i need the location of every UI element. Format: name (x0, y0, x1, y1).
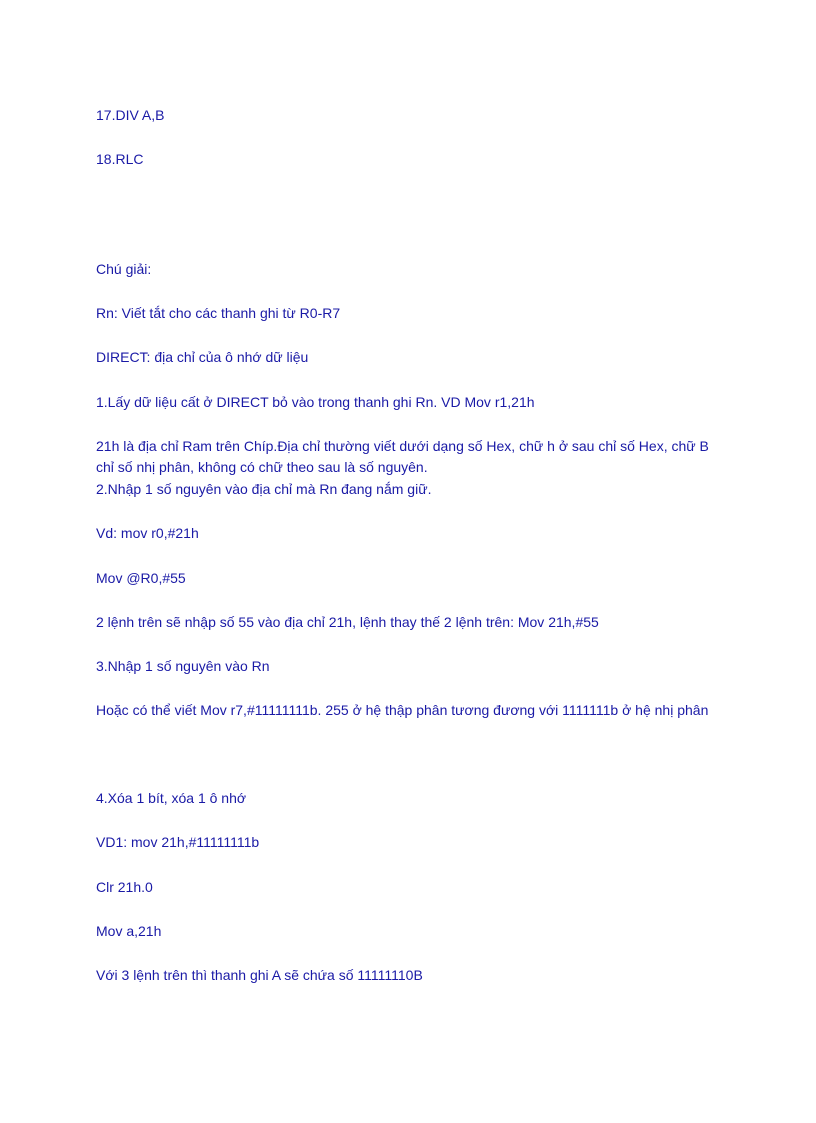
text-line: DIRECT: địa chỉ của ô nhớ dữ liệu (96, 349, 309, 365)
text-line: Hoặc có thể viết Mov r7,#11111111b. 255 ở hệ thập phân tương đương với 1111111b ở hệ nhị phân (96, 702, 709, 718)
text-line: 4.Xóa 1 bít, xóa 1 ô nhớ (96, 790, 247, 806)
list-item-17: 17.DIV A,B (96, 107, 165, 123)
list-item-18: 18.RLC (96, 151, 144, 167)
text-line: 2.Nhập 1 số nguyên vào địa chỉ mà Rn đang nắm giữ. (96, 481, 432, 497)
code-line: Clr 21h.0 (96, 879, 153, 895)
code-line: Mov @R0,#55 (96, 570, 186, 586)
text-line: 3.Nhập 1 số nguyên vào Rn (96, 658, 270, 674)
text-line: chỉ số nhị phân, không có chữ theo sau là số nguyên. (96, 459, 428, 475)
text-line: 21h là địa chỉ Ram trên Chíp.Địa chỉ thường viết dưới dạng số Hex, chữ h ở sau chỉ số Hex, chữ B (96, 438, 709, 454)
text-line: Với 3 lệnh trên thì thanh ghi A sẽ chứa số 11111110B (96, 967, 423, 983)
text-line: 2 lệnh trên sẽ nhập số 55 vào địa chỉ 21h, lệnh thay thế 2 lệnh trên: Mov 21h,#55 (96, 614, 599, 630)
code-line: Vd: mov r0,#21h (96, 525, 199, 541)
code-line: Mov a,21h (96, 923, 162, 939)
legend-heading: Chú giải: (96, 261, 152, 277)
text-line: Rn: Viết tắt cho các thanh ghi từ R0-R7 (96, 305, 341, 321)
code-line: VD1: mov 21h,#11111111b (96, 834, 260, 850)
text-line: 1.Lấy dữ liệu cất ở DIRECT bỏ vào trong thanh ghi Rn. VD Mov r1,21h (96, 394, 535, 410)
